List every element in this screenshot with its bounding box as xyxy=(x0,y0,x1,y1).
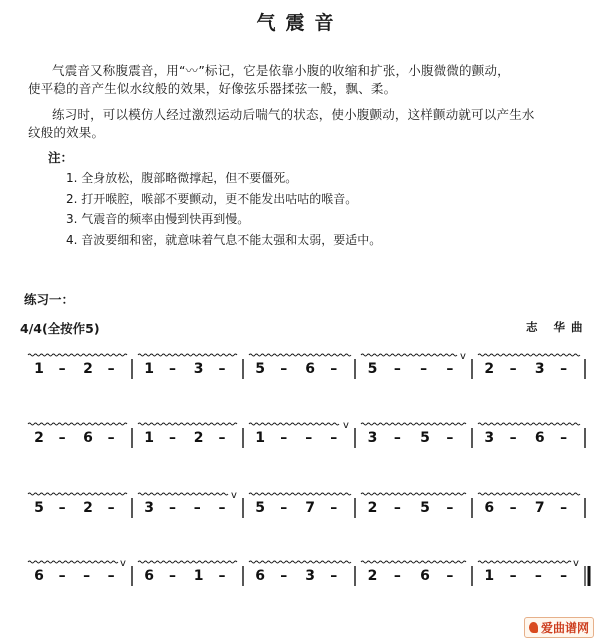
breath-mark: v xyxy=(231,490,237,501)
vibrato-wave xyxy=(478,423,580,425)
dash-mark: – xyxy=(560,500,568,516)
dash-mark: – xyxy=(393,568,401,584)
note-digit: 3 xyxy=(484,430,495,446)
dash-mark: – xyxy=(509,500,517,516)
dash-mark: – xyxy=(168,568,176,584)
notes-heading: 注： xyxy=(48,150,74,165)
dash-mark: – xyxy=(560,430,568,446)
vibrato-wave xyxy=(361,561,466,563)
note-digit: 3 xyxy=(193,361,204,377)
dash-mark: – xyxy=(218,361,226,377)
dash-mark: – xyxy=(305,430,313,446)
note-digit: 2 xyxy=(34,430,44,446)
dash-mark: – xyxy=(168,430,176,446)
dash-mark: – xyxy=(58,568,66,584)
breath-mark: v xyxy=(460,351,466,362)
note-digit: 6 xyxy=(534,430,545,446)
page-title: 气震音 xyxy=(256,12,344,34)
note-digit: 5 xyxy=(34,500,44,516)
intro-line: 气震音又称腹震音，用“〰”标记，它是依靠小腹的收缩和扩张，小腹微微的颤动， xyxy=(52,63,510,78)
composer: 志 华曲 xyxy=(526,320,589,334)
note-digit: 1 xyxy=(34,361,44,377)
dash-mark: – xyxy=(330,500,338,516)
vibrato-wave xyxy=(478,493,580,495)
note-digit: 5 xyxy=(367,361,378,377)
vibrato-wave xyxy=(138,493,228,495)
note-digit: 1 xyxy=(144,430,154,446)
dash-mark: – xyxy=(280,361,288,377)
dash-mark: – xyxy=(446,568,454,584)
note-digit: 1 xyxy=(255,430,265,446)
note-digit: 5 xyxy=(255,500,265,516)
vibrato-wave xyxy=(138,354,237,356)
note-digit: 2 xyxy=(83,500,93,516)
note-digit: 6 xyxy=(83,430,93,446)
vibrato-wave xyxy=(28,561,118,563)
note-digit: 2 xyxy=(484,361,495,377)
breath-mark: v xyxy=(120,558,126,569)
dash-mark: – xyxy=(107,361,115,377)
note-item: 4. 音波要细和密，就意味着气息不能太强和太弱，要适中。 xyxy=(66,232,382,247)
dash-mark: – xyxy=(446,430,454,446)
vibrato-wave xyxy=(361,493,466,495)
dash-mark: – xyxy=(58,361,66,377)
note-digit: 1 xyxy=(144,361,154,377)
note-digit: 6 xyxy=(484,500,495,516)
note-digit: 2 xyxy=(193,430,204,446)
note-item: 2. 打开喉腔，喉部不要颤动，更不能发出咕咕的喉音。 xyxy=(66,191,358,206)
dash-mark: – xyxy=(83,568,91,584)
watermark-text: 爱曲谱网 xyxy=(540,621,589,635)
dash-mark: – xyxy=(107,430,115,446)
dash-mark: – xyxy=(509,430,517,446)
vibrato-wave xyxy=(28,423,127,425)
intro-line: 使平稳的音产生似水纹般的效果，好像弦乐器揉弦一般，飘、柔。 xyxy=(28,81,397,96)
intro-line: 练习时，可以模仿人经过激烈运动后喘气的状态，使小腹颤动，这样颤动就可以产生水 xyxy=(52,107,535,122)
dash-mark: – xyxy=(58,430,66,446)
vibrato-wave xyxy=(28,493,127,495)
note-digit: 5 xyxy=(420,500,430,516)
dash-mark: – xyxy=(218,500,226,516)
note-digit: 2 xyxy=(83,361,93,377)
dash-mark: – xyxy=(330,568,338,584)
dash-mark: – xyxy=(393,500,401,516)
note-digit: 7 xyxy=(305,500,315,516)
watermark xyxy=(524,617,594,638)
dash-mark: – xyxy=(534,568,542,584)
note-item: 1. 全身放松，腹部略微撑起，但不要僵死。 xyxy=(66,171,298,185)
dash-mark: – xyxy=(393,430,401,446)
vibrato-wave xyxy=(28,354,127,356)
vibrato-wave xyxy=(478,561,571,563)
vibrato-wave xyxy=(249,354,351,356)
dash-mark: – xyxy=(107,568,115,584)
vibrato-wave xyxy=(249,561,351,563)
dash-mark: – xyxy=(280,568,288,584)
dash-mark: – xyxy=(330,361,338,377)
dash-mark: – xyxy=(560,568,568,584)
dash-mark: – xyxy=(58,500,66,516)
note-digit: 6 xyxy=(34,568,44,584)
vibrato-wave xyxy=(361,354,457,356)
note-digit: 6 xyxy=(144,568,154,584)
note-digit: 7 xyxy=(534,500,545,516)
exercise-title: 练习一： xyxy=(24,292,75,307)
vibrato-wave xyxy=(138,561,237,563)
dash-mark: – xyxy=(509,568,517,584)
intro-line: 纹般的效果。 xyxy=(28,125,105,140)
vibrato-wave xyxy=(478,354,580,356)
note-digit: 6 xyxy=(305,361,315,377)
note-digit: 3 xyxy=(305,568,315,584)
vibrato-wave xyxy=(138,423,237,425)
dash-mark: – xyxy=(168,500,176,516)
dash-mark: – xyxy=(446,361,454,377)
dash-mark: – xyxy=(509,361,517,377)
note-digit: 3 xyxy=(144,500,154,516)
dash-mark: – xyxy=(107,500,115,516)
vibrato-wave xyxy=(249,423,339,425)
dash-mark: – xyxy=(218,568,226,584)
note-digit: 1 xyxy=(484,568,495,584)
vibrato-wave xyxy=(249,493,351,495)
note-digit: 2 xyxy=(367,500,378,516)
vibrato-wave xyxy=(361,423,466,425)
dash-mark: – xyxy=(330,430,338,446)
music-note-icon xyxy=(529,622,538,633)
dash-mark: – xyxy=(280,430,288,446)
dash-mark: – xyxy=(393,361,401,377)
dash-mark: – xyxy=(193,500,201,516)
note-digit: 6 xyxy=(255,568,265,584)
note-item: 3. 气震音的频率由慢到快再到慢。 xyxy=(66,212,250,226)
dash-mark: – xyxy=(280,500,288,516)
note-digit: 5 xyxy=(420,430,430,446)
dash-mark: – xyxy=(446,500,454,516)
breath-mark: v xyxy=(573,558,579,569)
dash-mark: – xyxy=(218,430,226,446)
note-digit: 2 xyxy=(367,568,378,584)
dash-mark: – xyxy=(420,361,428,377)
note-digit: 3 xyxy=(367,430,378,446)
key-signature: 4/4(全按作5) xyxy=(20,321,100,336)
note-digit: 1 xyxy=(193,568,204,584)
note-digit: 5 xyxy=(255,361,265,377)
note-digit: 3 xyxy=(534,361,545,377)
dash-mark: – xyxy=(560,361,568,377)
breath-mark: v xyxy=(343,420,349,431)
dash-mark: – xyxy=(168,361,176,377)
note-digit: 6 xyxy=(420,568,430,584)
